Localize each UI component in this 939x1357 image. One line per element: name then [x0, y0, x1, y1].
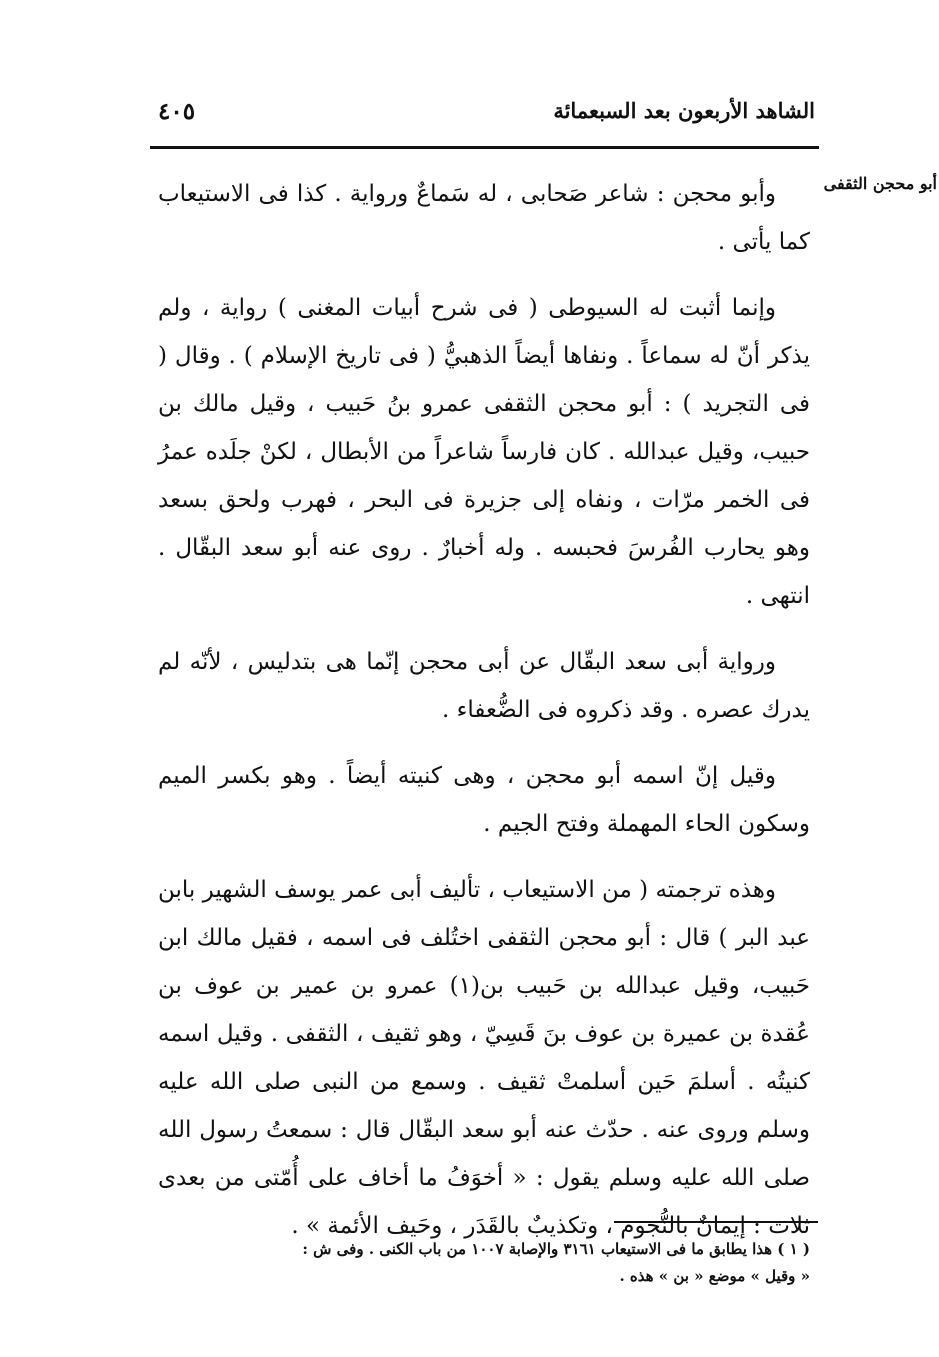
header-rule — [150, 146, 819, 149]
paragraph-1 — [158, 170, 810, 266]
running-title: الشاهد الأربعون بعد السبعمائة — [553, 98, 815, 123]
paragraph-5 — [158, 866, 810, 1250]
footnote — [158, 1236, 810, 1290]
footnote-line-1: ( ١ ) هذا يطابق ما فى الاستيعاب ٣١٦١ والإصابة ١٠٠٧ من باب الكنى . وفى ش : — [302, 1240, 810, 1258]
footnote-line-2: « وقيل » موضع « بن » هذه . — [619, 1267, 810, 1285]
page-number: ٤٠٥ — [158, 98, 196, 125]
margin-note: أبو محجن الثقفى — [823, 174, 937, 193]
footnote-rule — [614, 1221, 818, 1223]
paragraph-text: وأبو محجن : شاعر صَحابى ، له سَماعٌ ورواية . كذا فى الاستيعاب كما يأتى . — [158, 181, 810, 255]
paragraph-3 — [158, 638, 810, 734]
paragraph-text: وقيل إنّ اسمه أبو محجن ، وهى كنيته أيضاً . وهو بكسر الميم وسكون الحاء المهملة وفتح الجيم . — [158, 763, 810, 837]
paragraph-2 — [158, 284, 810, 620]
paragraph-text: وإنما أثبت له السيوطى ( فى شرح أبيات المغنى ) رواية ، ولم يذكر أنّ له سماعاً . ونفاها أيضاً الذهبيُّ ( فى تاريخ الإسلام ) . وقال ( فى التجريد ) : أبو محجن الثقفى عمرو بنُ حَبيب ، وقيل مالك بن حبيب، وقيل عبدالله . كان فارساً شاعراً من الأبطال ، لكنْ جلَده عمرُ فى الخمر مرّات ، ونفاه إلى جزيرة فى البحر ، فهرب ولحق بسعد وهو يحارب الفُرسَ فحبسه . وله أخبارٌ . روى عنه أبو سعد البقّال . انتهى . — [158, 295, 810, 609]
paragraph-text: وهذه ترجمته ( من الاستيعاب ، تأليف أبى عمر يوسف الشهير بابن عبد البر ) قال : أبو محجن الثقفى اختُلف فى اسمه ، فقيل مالك ابن حَبيب، وقيل عبدالله بن حَبيب بن(١) عمرو بن عمير بن عوف بن عُقدة بن عميرة بن عوف بنَ قَسِيّ ، وهو ثقيف ، الثقفى . وقيل اسمه كنيتُه . أسلمَ حَين أسلمتْ ثقيف . وسمع من النبى صلى الله عليه وسلم وروى عنه . حدّث عنه أبو سعد البقّال قال : سمعتُ رسول الله صلى الله عليه وسلم يقول : « أخوَفُ ما أخاف على أُمّتى من بعدى ثلاث : إيمانٌ بالنُّجوم ، وتكذيبٌ بالقَدَر ، وحَيف الأئمة » . — [158, 877, 810, 1239]
paragraph-text: ورواية أبى سعد البقّال عن أبى محجن إنّما هى بتدليس ، لأنّه لم يدرك عصره . وقد ذكروه فى الضُّعفاء . — [158, 649, 810, 723]
paragraph-4 — [158, 752, 810, 848]
body-text — [158, 170, 810, 1268]
running-header — [150, 96, 820, 146]
